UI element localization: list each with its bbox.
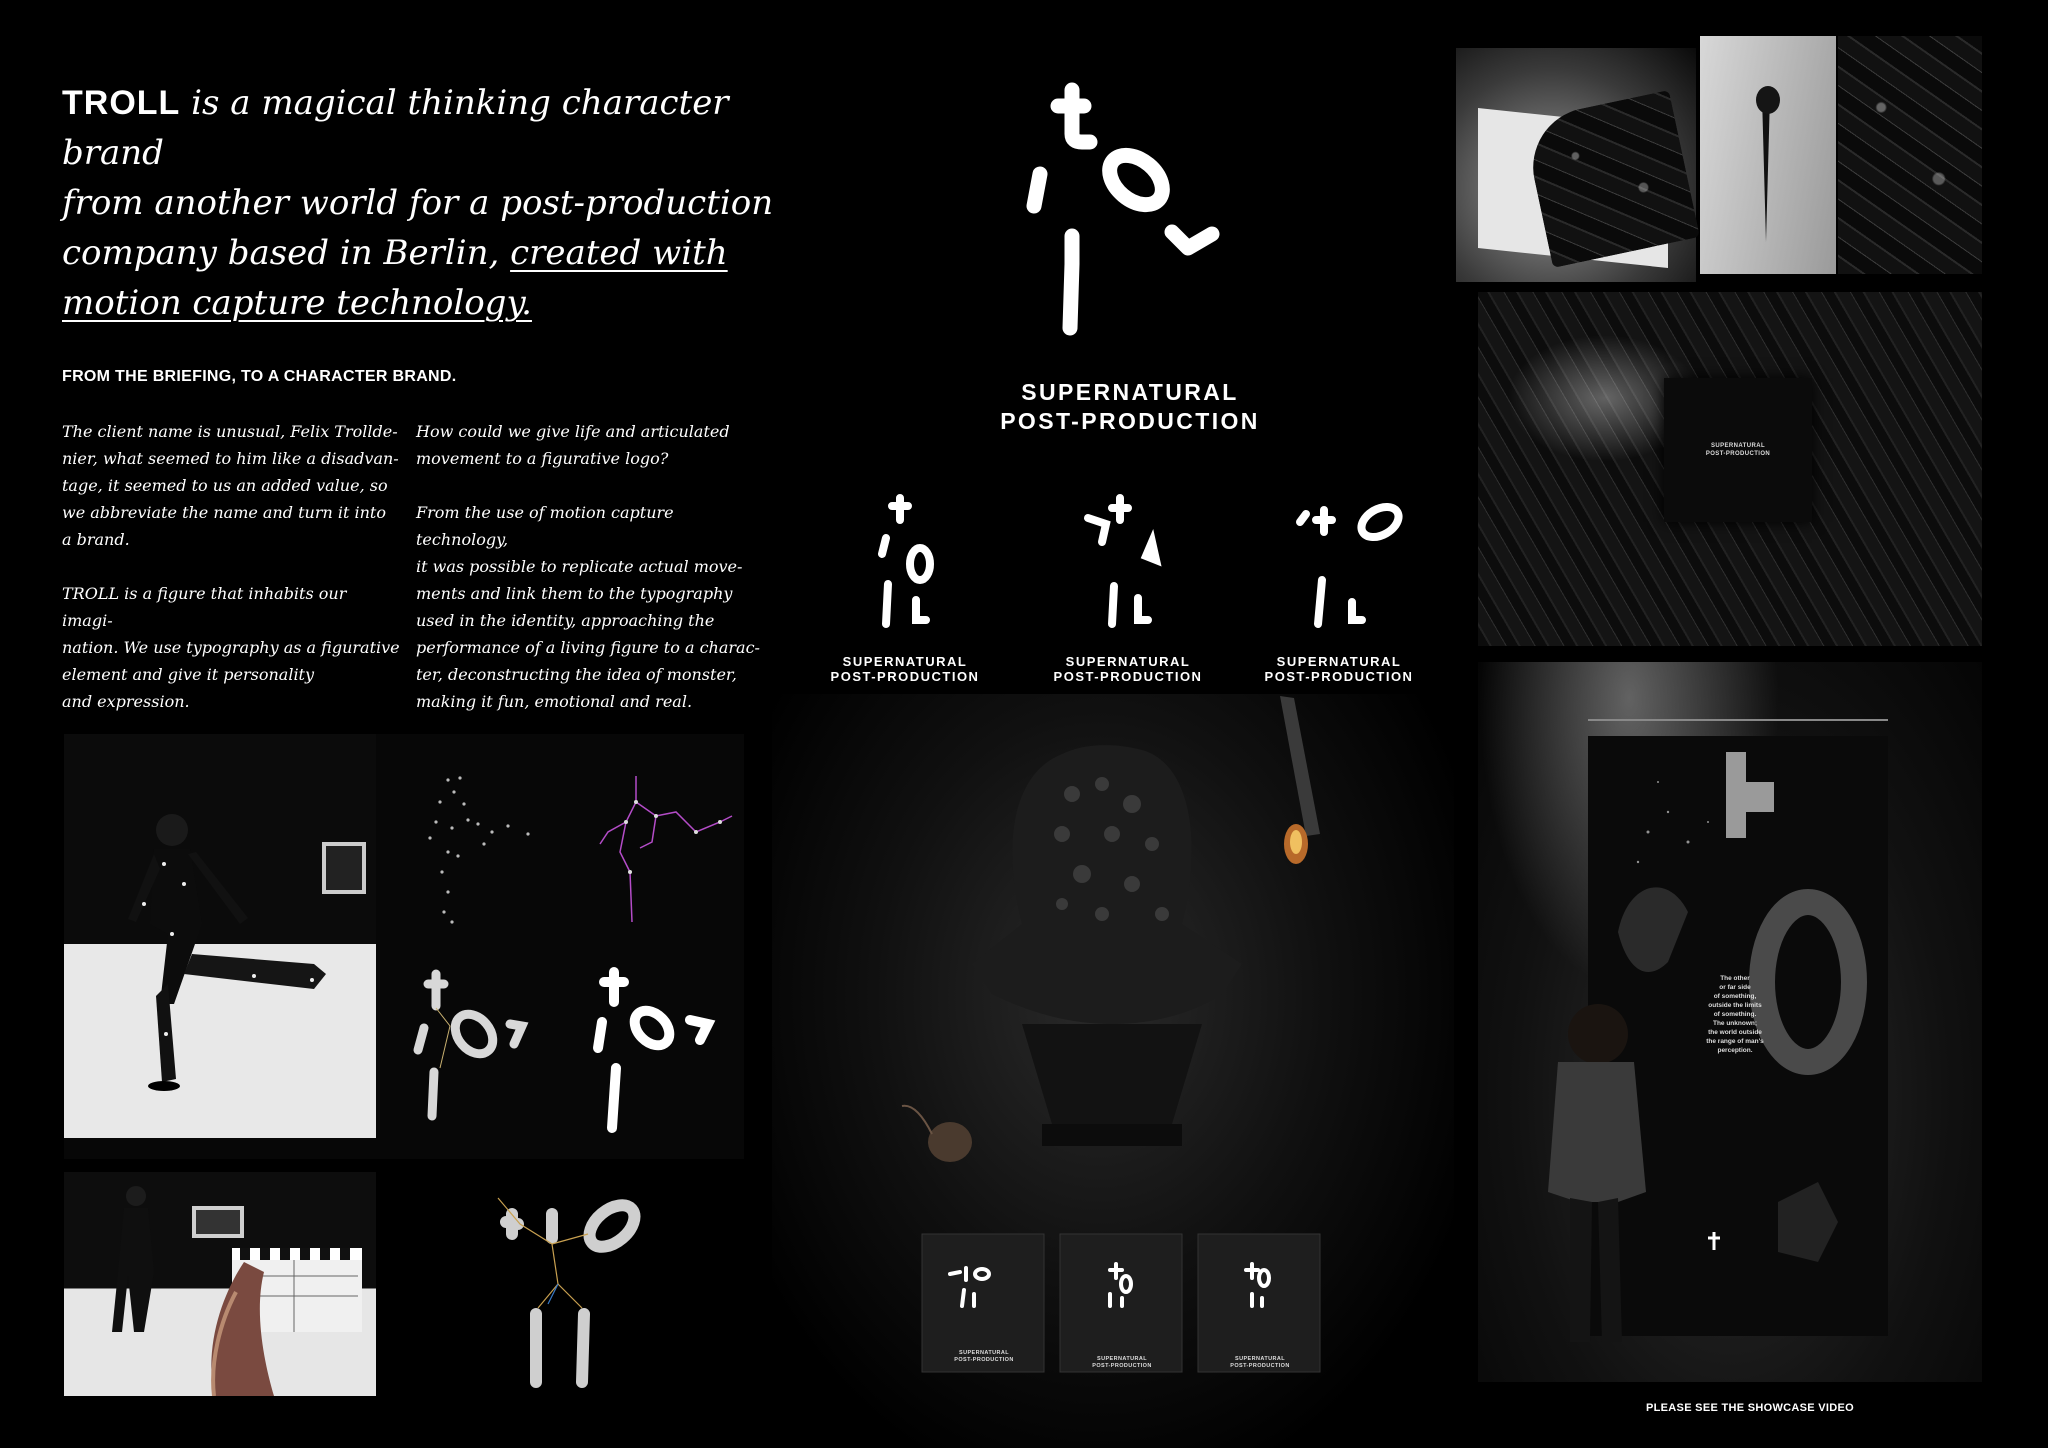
intro-line1: is a magical thinking character brand xyxy=(62,83,729,173)
briefing-column-2 xyxy=(416,418,761,742)
text-line: movement to a figurative logo? xyxy=(416,449,669,468)
text-line: ments and link them to the typography xyxy=(416,584,733,603)
clapperboard-scene-figure xyxy=(64,1172,376,1396)
text-line: How could we give life and articulated xyxy=(416,422,730,441)
quote-line: The unknown; xyxy=(1712,1020,1758,1027)
pen-mockup-photo xyxy=(1700,36,1836,274)
logo-wordmark xyxy=(900,378,1360,436)
quote-line: or far side xyxy=(1719,984,1751,991)
book-wordmark xyxy=(1664,442,1812,458)
text-line: nier, what seemed to him like a disadvan- xyxy=(62,449,399,468)
quote-line: the world outside xyxy=(1708,1029,1762,1036)
text-line: making it fun, emotional and real. xyxy=(416,692,693,711)
wordmark-line2: POST-PRODUCTION xyxy=(1000,408,1260,434)
text-line: element and give it personality xyxy=(62,665,315,684)
troll-logo-figure xyxy=(586,968,736,1138)
wordmark-line2: POST-PRODUCTION xyxy=(1705,451,1771,457)
logo-variant-2 xyxy=(1080,494,1170,630)
text-line: used in the identity, approaching the xyxy=(416,611,715,630)
wordmark-line2: POST-PRODUCTION xyxy=(830,669,980,684)
paragraph xyxy=(62,418,402,553)
marble-stationery-photo xyxy=(1838,36,1982,274)
variant-2-wordmark xyxy=(1018,654,1238,684)
showcase-video-note[interactable]: PLEASE SEE THE SHOWCASE VIDEO xyxy=(1646,1402,1854,1414)
variant-3-wordmark xyxy=(1229,654,1449,684)
logo-variant-3 xyxy=(1296,494,1416,630)
briefing-column-1 xyxy=(62,418,402,742)
paragraph xyxy=(62,580,402,715)
paragraph xyxy=(416,499,761,715)
card-3-wordmark xyxy=(1198,1356,1322,1370)
troll-main-logo xyxy=(1016,84,1226,336)
wordmark-line1: SUPERNATURAL xyxy=(1021,379,1239,405)
wordmark-line2: POST-PRODUCTION xyxy=(1092,1363,1152,1369)
wordmark-line2: POST-PRODUCTION xyxy=(954,1357,1014,1363)
variant-1-wordmark xyxy=(795,654,1015,684)
text-line: ter, deconstructing the idea of monster, xyxy=(416,665,737,684)
stationery-photo xyxy=(1456,48,1696,282)
book-mockup-photo xyxy=(1478,292,1982,646)
text-line: nation. We use typography as a figurative xyxy=(62,638,400,657)
text-line: From the use of motion capture technology, xyxy=(416,503,674,549)
intro-headline xyxy=(62,78,782,328)
wordmark-line1: SUPERNATURAL xyxy=(842,654,968,669)
performer-silhouette-figure xyxy=(64,734,376,1138)
wordmark-line1: SUPERNATURAL xyxy=(1276,654,1402,669)
text-line: it was possible to replicate actual move- xyxy=(416,557,743,576)
book-cover xyxy=(1664,378,1812,522)
mocap-point-cloud xyxy=(418,772,548,932)
brand-name: TROLL xyxy=(62,84,181,122)
text-line: we abbreviate the name and turn it into xyxy=(62,503,386,522)
wordmark-line1: SUPERNATURAL xyxy=(1710,443,1766,449)
mocap-performer-photo xyxy=(64,734,376,1138)
poster-quote xyxy=(1690,974,1780,1055)
mocap-skeleton xyxy=(596,772,736,932)
bust-scene-figure xyxy=(772,694,1454,1448)
clapperboard-photo xyxy=(64,1172,376,1396)
quote-line: perception. xyxy=(1717,1047,1753,1054)
logo-variant-1 xyxy=(870,494,950,630)
card-2-wordmark xyxy=(1060,1356,1184,1370)
quote-line: The other xyxy=(1720,975,1750,982)
quote-line: of something, xyxy=(1713,993,1757,1000)
wordmark-line1: SUPERNATURAL xyxy=(959,1350,1009,1356)
exhibition-poster-photo xyxy=(1478,662,1982,1382)
wordmark-line1: SUPERNATURAL xyxy=(1235,1356,1285,1362)
rigged-troll-figure xyxy=(478,1184,678,1394)
text-line: a brand. xyxy=(62,530,130,549)
quote-line: of something. xyxy=(1713,1011,1757,1018)
wordmark-line2: POST-PRODUCTION xyxy=(1230,1363,1290,1369)
bust-still-life-photo xyxy=(772,694,1454,1448)
quote-line: outside the limits xyxy=(1708,1002,1762,1009)
text-line: TROLL is a figure that inhabits our imagi- xyxy=(62,584,347,630)
motion-capture-link-part2[interactable]: motion capture technology. xyxy=(62,283,532,323)
text-line: tage, it seemed to us an added value, so xyxy=(62,476,388,495)
paragraph xyxy=(416,418,761,472)
wordmark-line1: SUPERNATURAL xyxy=(1097,1356,1147,1362)
intro-line3: company based in Berlin, xyxy=(62,233,511,273)
motion-capture-link-part1[interactable]: created with xyxy=(510,233,728,273)
textured-troll-figure xyxy=(410,968,540,1128)
intro-line2: from another world for a post-production xyxy=(62,183,774,223)
text-line: and expression. xyxy=(62,692,190,711)
wordmark-line2: POST-PRODUCTION xyxy=(1053,669,1203,684)
wordmark-line1: SUPERNATURAL xyxy=(1065,654,1191,669)
quote-line: the range of man's xyxy=(1706,1038,1764,1045)
section-heading: FROM THE BRIEFING, TO A CHARACTER BRAND. xyxy=(62,368,457,385)
pen-figure xyxy=(1700,36,1836,274)
text-line: performance of a living figure to a charac- xyxy=(416,638,760,657)
card-1-wordmark xyxy=(922,1350,1046,1364)
text-line: The client name is unusual, Felix Trollde- xyxy=(62,422,398,441)
wordmark-line2: POST-PRODUCTION xyxy=(1264,669,1414,684)
